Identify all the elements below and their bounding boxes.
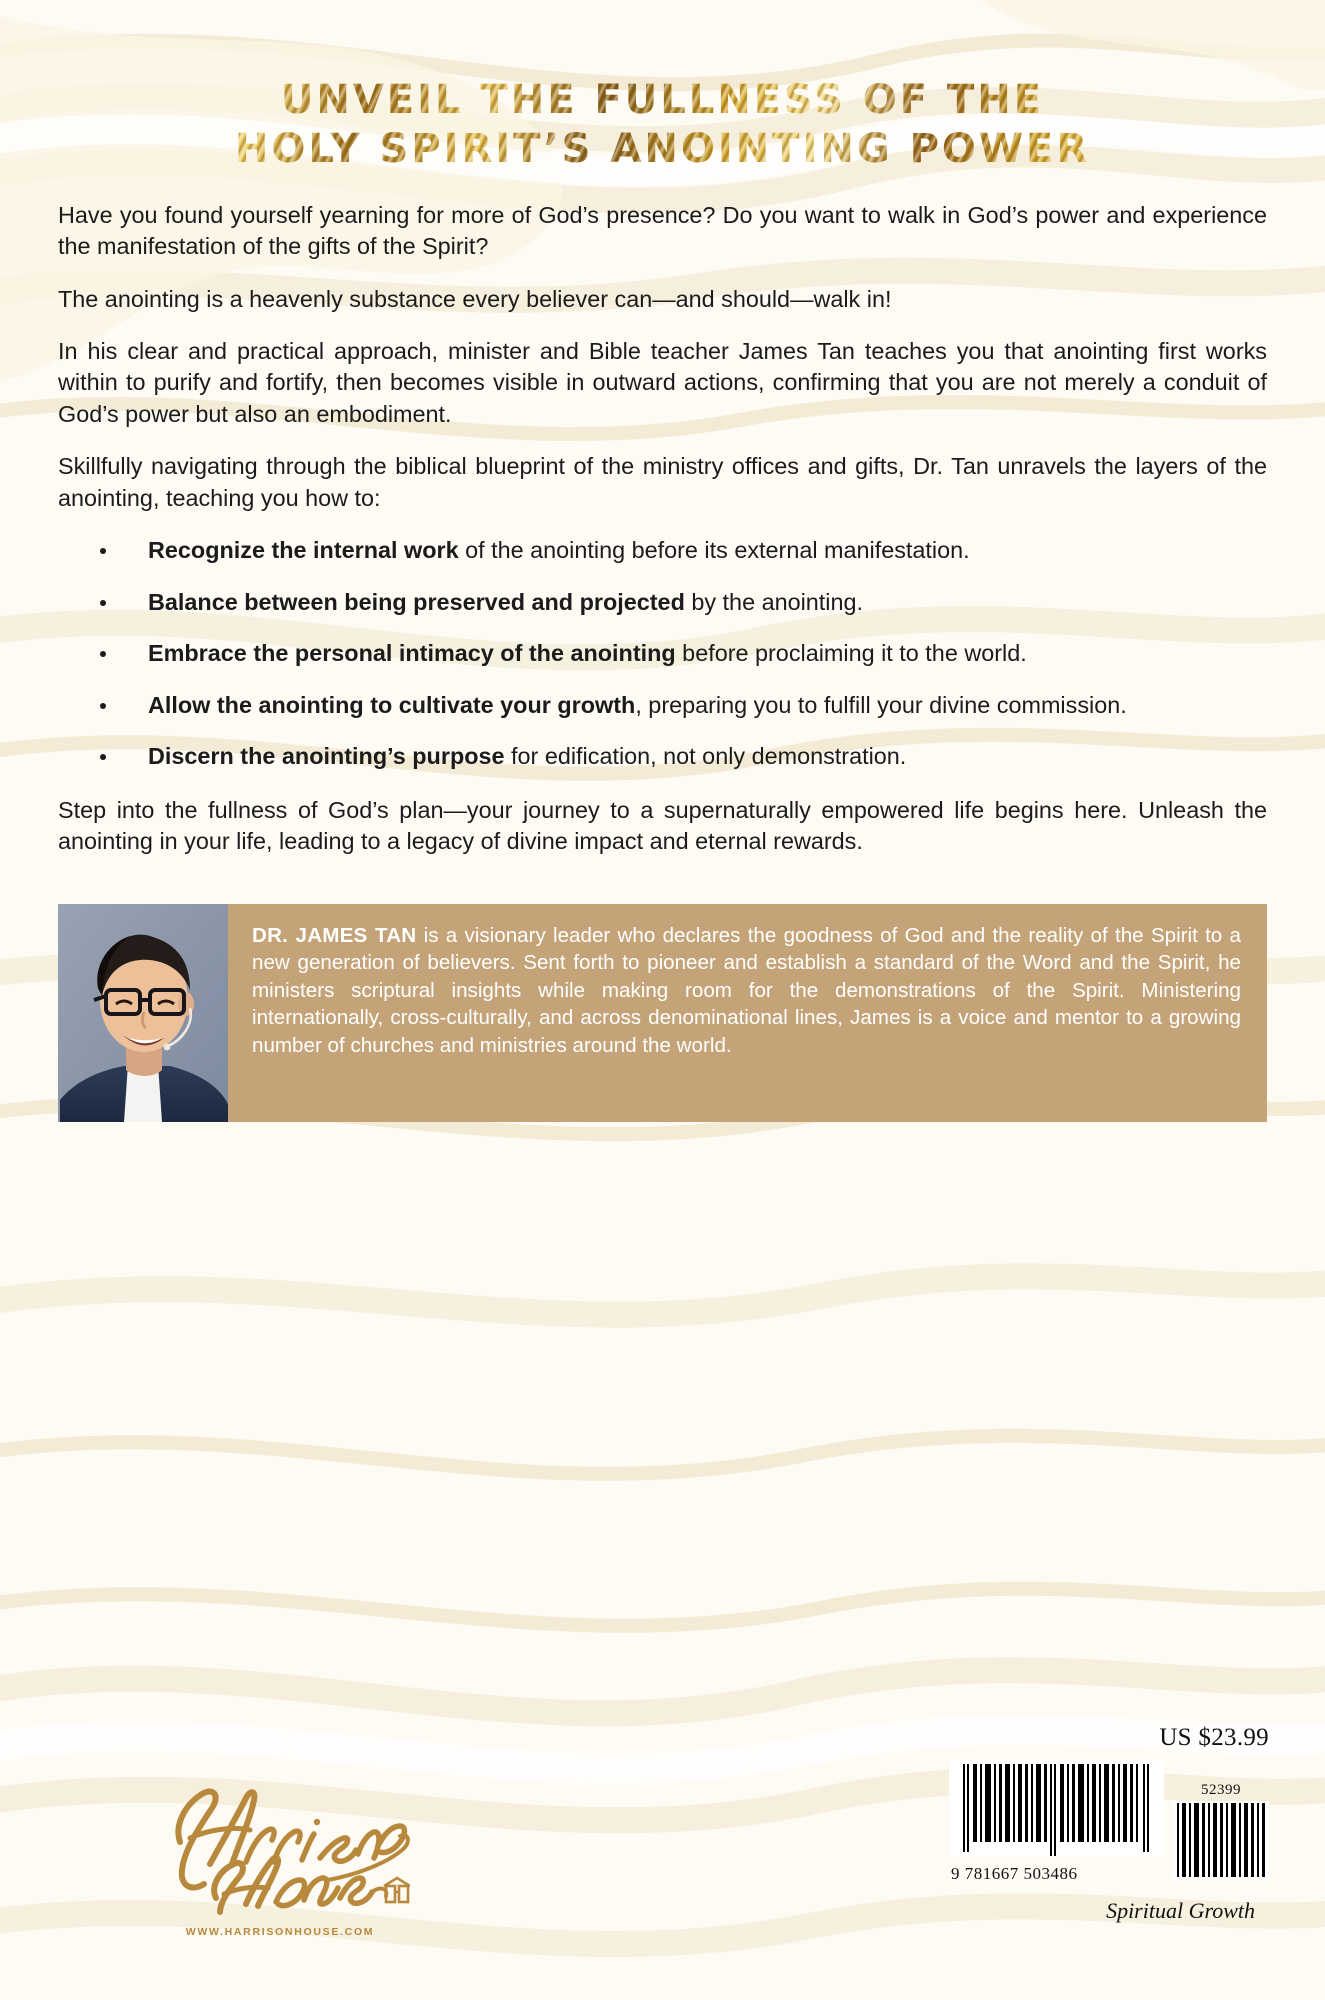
book-category-label: Spiritual Growth bbox=[1106, 1898, 1255, 1923]
bullet-dot-icon bbox=[100, 703, 106, 709]
bullet-rest-text: by the anointing. bbox=[684, 588, 864, 615]
bullet-dot-icon bbox=[100, 548, 106, 554]
addon-price-code: 52399 bbox=[1201, 1782, 1241, 1798]
author-name: DR. JAMES TAN bbox=[252, 923, 417, 947]
paragraph-anointing-substance: The anointing is a heavenly substance every believer can—and should—walk in! bbox=[58, 285, 892, 312]
list-item bbox=[58, 535, 1267, 566]
author-photo bbox=[58, 904, 228, 1122]
bullet-lead-text: Balance between being preserved and projected bbox=[148, 588, 685, 615]
price-label: US $23.99 bbox=[1159, 1724, 1269, 1751]
list-item bbox=[58, 741, 1267, 772]
ean13-barcode bbox=[949, 1760, 1164, 1856]
list-item bbox=[58, 638, 1267, 669]
bullet-dot-icon bbox=[100, 754, 106, 760]
harrison-house-logo bbox=[150, 1746, 410, 1916]
marketing-copy bbox=[58, 174, 1267, 858]
author-bio-text bbox=[228, 904, 1267, 1122]
bullet-rest-text: for edification, not only demonstration. bbox=[504, 743, 907, 770]
publisher-block bbox=[150, 1746, 410, 1938]
headline-line-2: HOLY SPIRIT’S ANOINTING POWER bbox=[234, 125, 1091, 172]
paragraph-intro: Have you found yourself yearning for more of God’s presence? Do you want to walk in God’s power and experience the manifestation of the gifts of the Spirit? bbox=[58, 201, 1267, 260]
addon-barcode bbox=[1173, 1801, 1269, 1879]
learning-points-list bbox=[58, 535, 1267, 772]
bullet-dot-icon bbox=[100, 600, 106, 606]
bullet-rest-text: of the anointing before its external manifestation. bbox=[458, 537, 970, 564]
author-bio-body: is a visionary leader who declares the goodness of God and the reality of the Spirit to a new generation of believers. Sent forth to pioneer and establish a standard of the Word and the Spirit, he ministers scriptural insights while making room for the demonstrations of the Spirit. Ministering internationally, cross-culturally, and across denominational lines, James is a voice and mentor to a growing number of churches and ministries around the world. bbox=[252, 923, 1241, 1057]
author-portrait-illustration bbox=[58, 904, 228, 1122]
bullet-dot-icon bbox=[100, 651, 106, 657]
list-item bbox=[58, 690, 1267, 721]
bullet-lead-text: Embrace the personal intimacy of the anointing bbox=[148, 640, 676, 667]
bullet-lead-text: Recognize the internal work bbox=[148, 537, 459, 564]
addon-barcode-wrap bbox=[1173, 1782, 1269, 1884]
bullet-rest-text: before proclaiming it to the world. bbox=[675, 640, 1027, 667]
bullet-lead-text: Discern the anointing’s purpose bbox=[148, 743, 505, 770]
page-headline bbox=[58, 0, 1267, 174]
isbn-number: 9 781667 503486 bbox=[951, 1864, 1078, 1883]
bullet-rest-text: , preparing you to fulfill your divine commission. bbox=[635, 691, 1127, 718]
cover-footer bbox=[0, 1570, 1325, 2000]
paragraph-closing-call: Step into the fullness of God’s plan—your journey to a supernaturally empowered life begins here. Unleash the anointing in your life, leading to a legacy of divine impact and eternal rewards. bbox=[58, 796, 1267, 855]
list-item bbox=[58, 587, 1267, 618]
headline-line-1: UNVEIL THE FULLNESS OF THE bbox=[280, 77, 1045, 123]
bullet-lead-text: Allow the anointing to cultivate your growth bbox=[148, 691, 636, 718]
publisher-website[interactable]: WWW.HARRISONHOUSE.COM bbox=[185, 1926, 375, 1938]
author-bio-panel bbox=[58, 904, 1267, 1122]
barcode-block bbox=[849, 1724, 1269, 1924]
paragraph-author-approach: In his clear and practical approach, minister and Bible teacher James Tan teaches you that anointing first works within to purify and fortify, then becomes visible in outward actions, confirming that you are not merely a conduit of God’s power but also an embodiment. bbox=[58, 338, 1267, 427]
paragraph-learn-intro: Skillfully navigating through the biblical blueprint of the ministry offices and gifts, Dr. Tan unravels the layers of the anointing, teaching you how to: bbox=[58, 453, 1267, 511]
ean13-barcode-wrap bbox=[949, 1760, 1164, 1884]
house-mark-icon bbox=[384, 1878, 410, 1902]
